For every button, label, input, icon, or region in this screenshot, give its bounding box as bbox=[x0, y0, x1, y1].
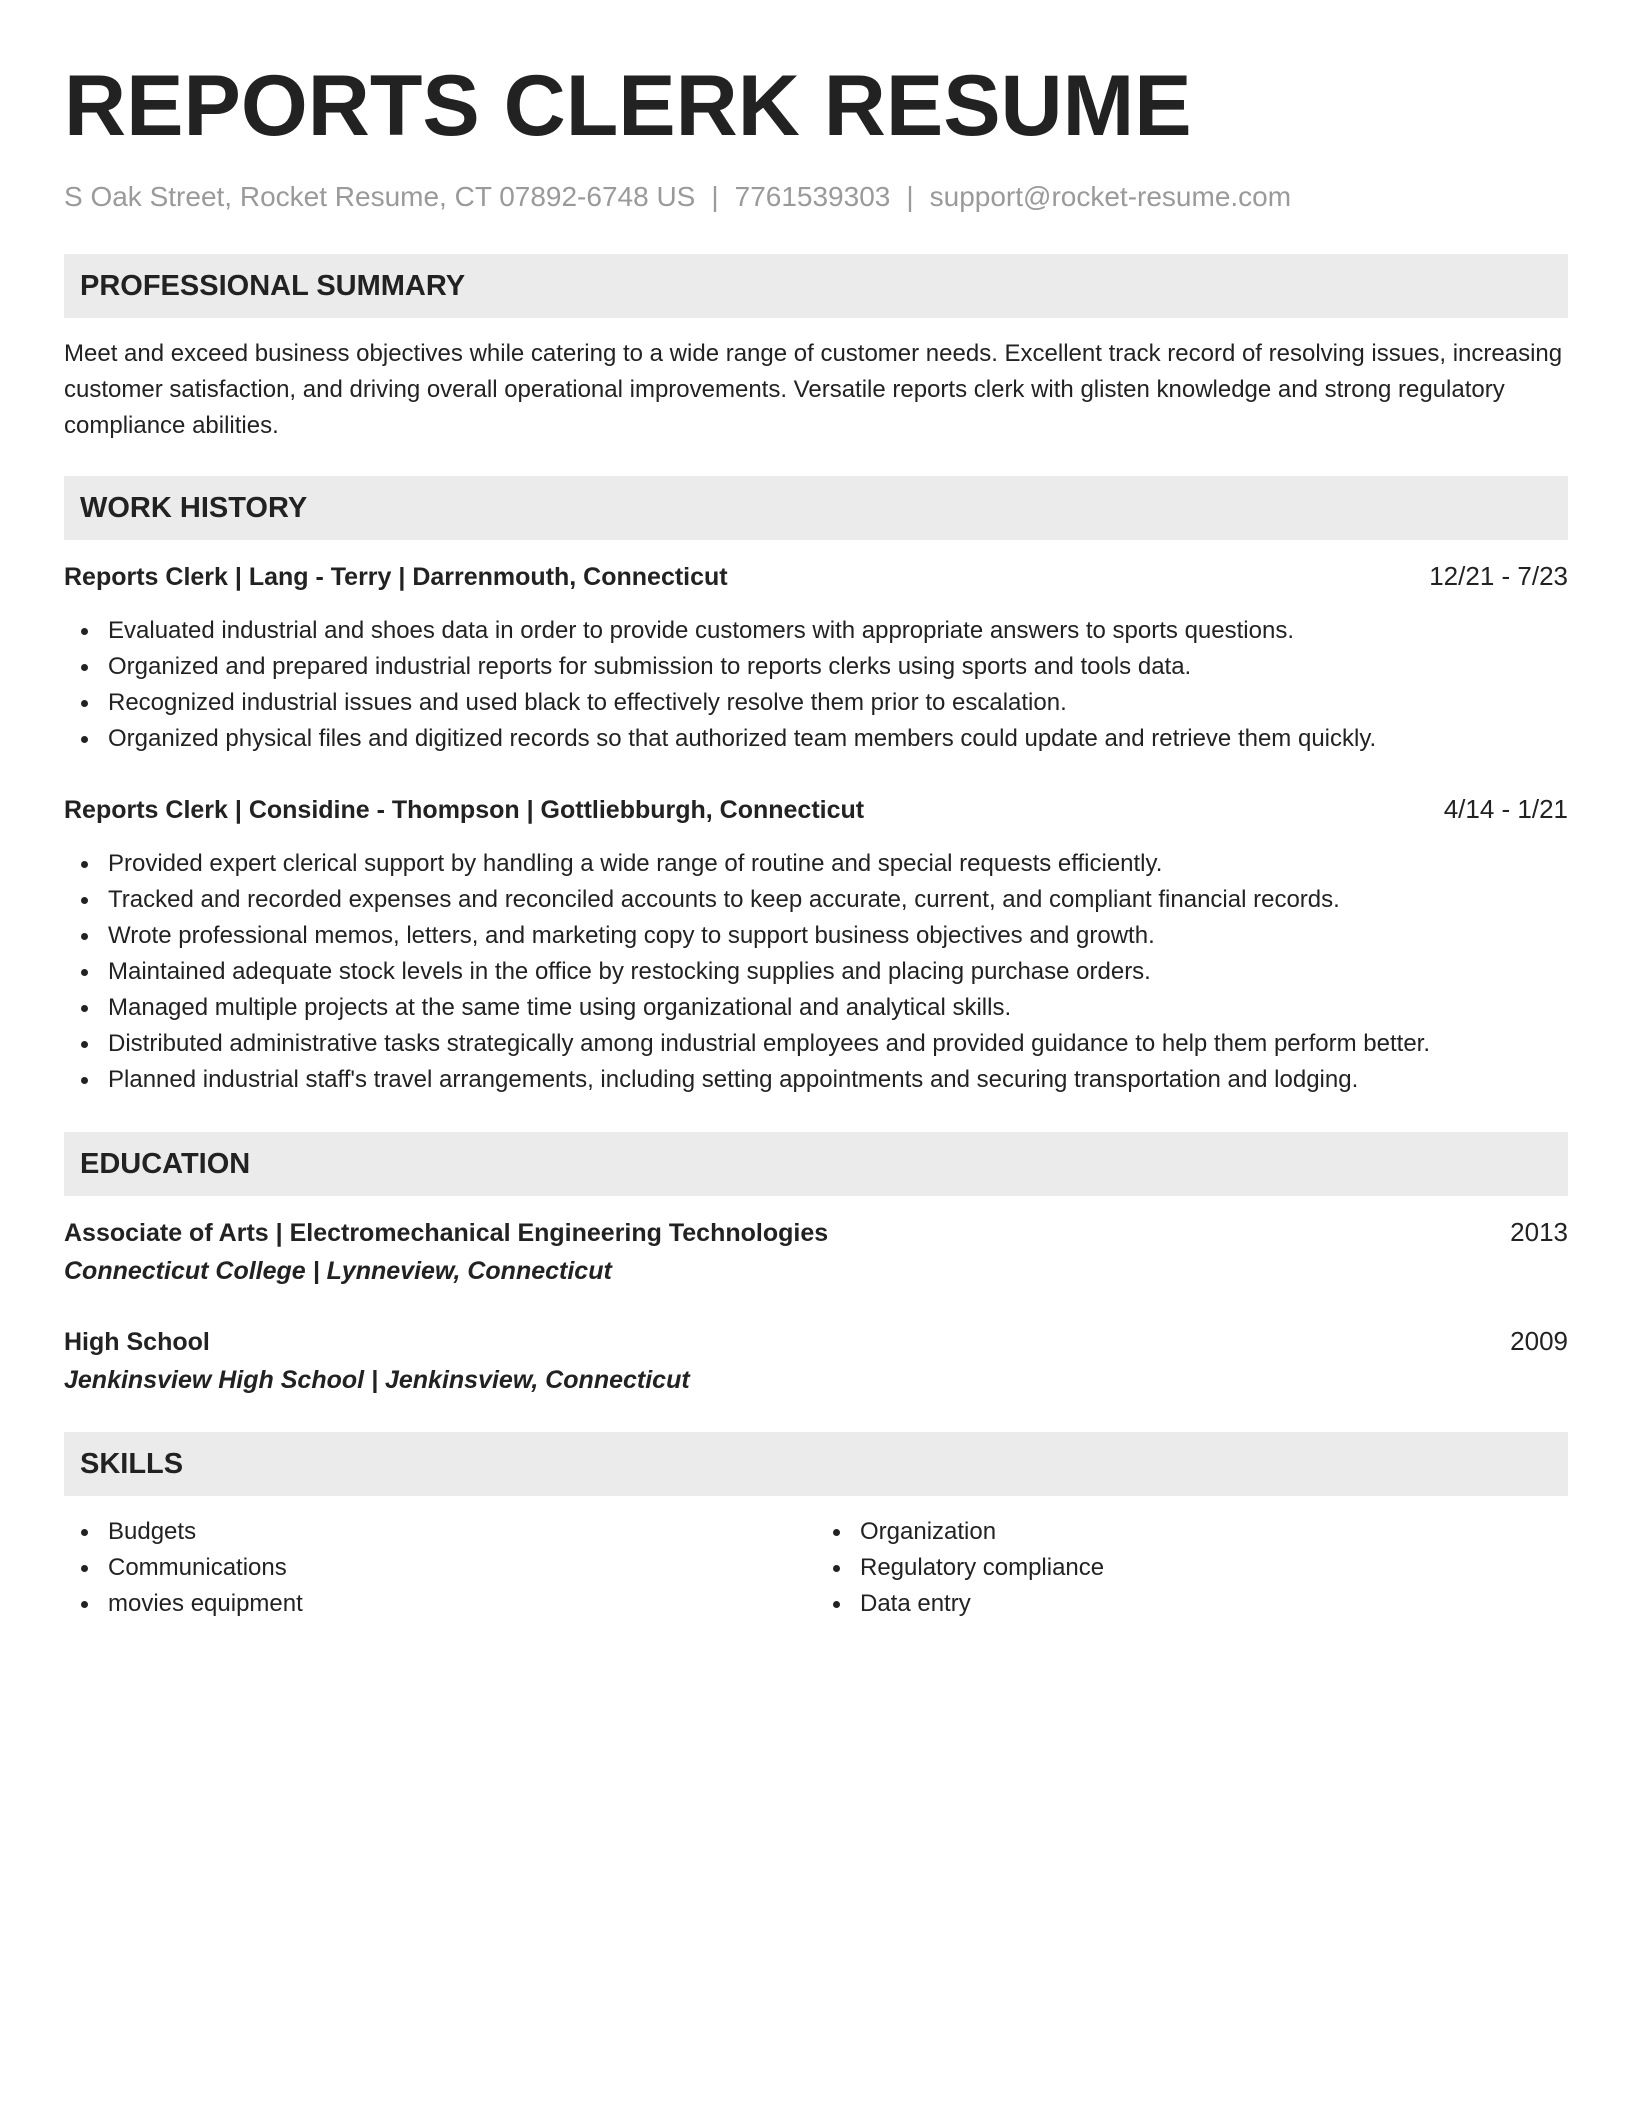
education-degree: High School bbox=[64, 1328, 210, 1356]
education-section bbox=[64, 1132, 1568, 1398]
work-history-section bbox=[64, 476, 1568, 1098]
skills-column-left bbox=[64, 1514, 816, 1622]
contact-line bbox=[64, 180, 1568, 214]
education-degree: Associate of Arts | Electromechanical Engineering Technologies bbox=[64, 1219, 829, 1247]
contact-phone: 7761539303 bbox=[734, 181, 891, 212]
job-bullet: Planned industrial staff's travel arrangements, including setting appointments and securing transportation and lodging. bbox=[108, 1062, 1568, 1098]
education-year: 2013 bbox=[1510, 1217, 1568, 1247]
section-header-bar bbox=[64, 1132, 1568, 1196]
job-bullet: Evaluated industrial and shoes data in order to provide customers with appropriate answers to sports questions. bbox=[108, 613, 1568, 649]
skill-item: Communications bbox=[108, 1550, 816, 1586]
work-history-heading: WORK HISTORY bbox=[80, 492, 308, 524]
job-title: Reports Clerk | Considine - Thompson | Gottliebburgh, Connecticut bbox=[64, 796, 865, 824]
skills-column-right bbox=[816, 1514, 1568, 1622]
education-year: 2009 bbox=[1510, 1326, 1568, 1356]
job-entry bbox=[64, 791, 1568, 1098]
job-bullet: Organized and prepared industrial reports for submission to reports clerks using sports and tools data. bbox=[108, 649, 1568, 685]
job-bullet: Wrote professional memos, letters, and marketing copy to support business objectives and growth. bbox=[108, 918, 1568, 954]
job-bullet: Organized physical files and digitized records so that authorized team members could update and retrieve them quickly. bbox=[108, 721, 1568, 757]
skills-grid bbox=[64, 1514, 1568, 1622]
section-header-bar bbox=[64, 476, 1568, 540]
job-header bbox=[64, 558, 1568, 595]
job-bullet: Managed multiple projects at the same time using organizational and analytical skills. bbox=[108, 990, 1568, 1026]
job-entry bbox=[64, 558, 1568, 757]
education-header bbox=[64, 1323, 1568, 1360]
job-bullets bbox=[64, 613, 1568, 757]
skill-item: Data entry bbox=[860, 1586, 1568, 1622]
job-bullet: Recognized industrial issues and used black to effectively resolve them prior to escalation. bbox=[108, 685, 1568, 721]
contact-address: S Oak Street, Rocket Resume, CT 07892-6748 US bbox=[64, 181, 696, 212]
skill-item: Budgets bbox=[108, 1514, 816, 1550]
job-title: Reports Clerk | Lang - Terry | Darrenmouth, Connecticut bbox=[64, 563, 728, 591]
job-bullet: Tracked and recorded expenses and reconciled accounts to keep accurate, current, and compliant financial records. bbox=[108, 882, 1568, 918]
skills-list bbox=[64, 1514, 816, 1622]
section-header-bar bbox=[64, 1432, 1568, 1496]
education-entry bbox=[64, 1323, 1568, 1398]
skills-heading: SKILLS bbox=[80, 1448, 184, 1480]
job-dates: 12/21 - 7/23 bbox=[1429, 561, 1568, 591]
contact-separator: | bbox=[711, 181, 719, 212]
job-bullets bbox=[64, 846, 1568, 1098]
contact-email: support@rocket-resume.com bbox=[929, 181, 1292, 212]
resume-title: REPORTS CLERK RESUME bbox=[64, 58, 1192, 154]
contact-separator: | bbox=[906, 181, 914, 212]
section-header-bar bbox=[64, 254, 1568, 318]
skill-item: Regulatory compliance bbox=[860, 1550, 1568, 1586]
job-dates: 4/14 - 1/21 bbox=[1443, 794, 1568, 824]
summary-text: Meet and exceed business objectives while catering to a wide range of customer needs. Excellent track record of resolving issues, increasing customer satisfaction, and driving overall operational improvements. Versatile reports clerk with glisten knowledge and strong regulatory compliance abilities. bbox=[64, 340, 1563, 439]
education-heading: EDUCATION bbox=[80, 1148, 251, 1180]
job-bullet: Maintained adequate stock levels in the office by restocking supplies and placing purchase orders. bbox=[108, 954, 1568, 990]
summary-heading: PROFESSIONAL SUMMARY bbox=[80, 270, 466, 302]
skills-section bbox=[64, 1432, 1568, 1622]
skills-list bbox=[816, 1514, 1568, 1622]
education-school: Connecticut College | Lynneview, Connecticut bbox=[64, 1257, 612, 1285]
summary-section bbox=[64, 254, 1568, 444]
education-school: Jenkinsview High School | Jenkinsview, Connecticut bbox=[64, 1366, 690, 1394]
education-entry bbox=[64, 1214, 1568, 1289]
job-bullet: Provided expert clerical support by handling a wide range of routine and special requests efficiently. bbox=[108, 846, 1568, 882]
job-header bbox=[64, 791, 1568, 828]
education-header bbox=[64, 1214, 1568, 1251]
job-bullet: Distributed administrative tasks strategically among industrial employees and provided guidance to help them perform better. bbox=[108, 1026, 1568, 1062]
skill-item: Organization bbox=[860, 1514, 1568, 1550]
skill-item: movies equipment bbox=[108, 1586, 816, 1622]
